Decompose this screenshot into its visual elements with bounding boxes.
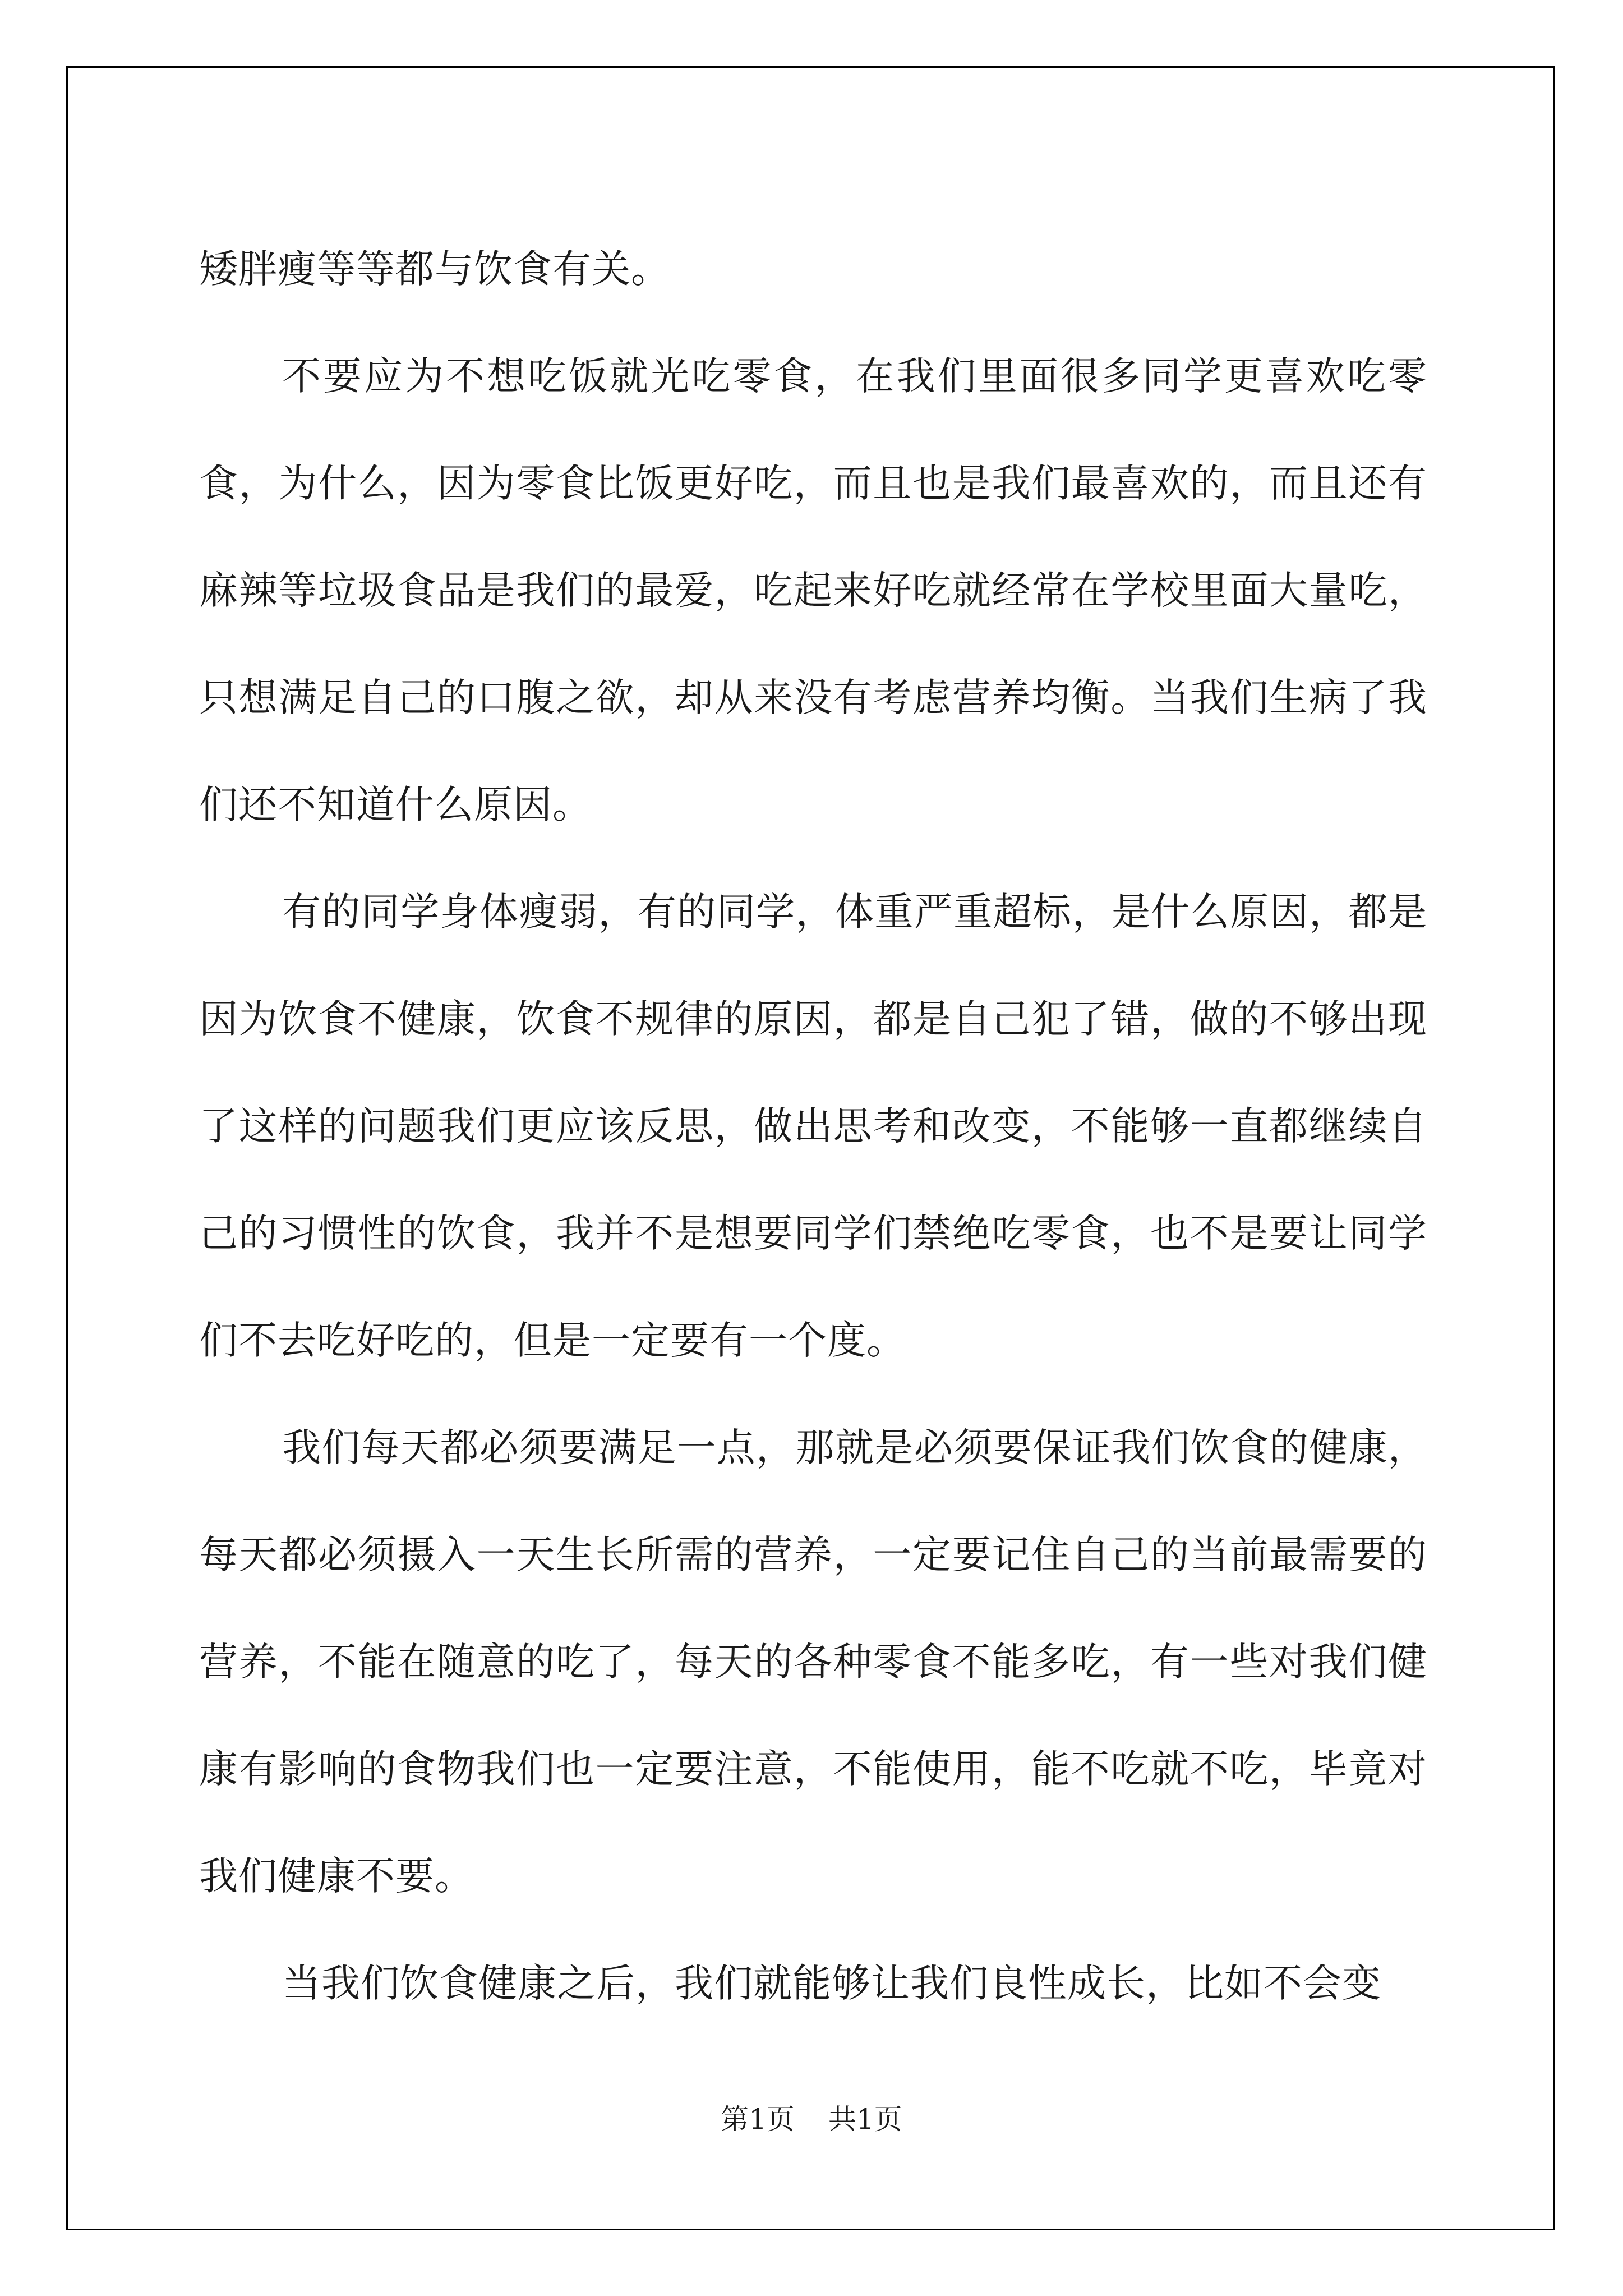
page-number-total: 共1页 — [828, 2103, 902, 2136]
paragraph-5: 当我们饮食健康之后，我们就能够让我们良性成长，比如不会变 — [282, 1961, 1381, 2006]
paragraph-2: 不要应为不想吃饭就光吃零食，在我们里面很多同学更喜欢吃零食，为什么，因为零食比饭更好吃，而且也是我们最喜欢的，而且还有麻辣等垃圾食品是我们的最爱，吃起来好吃就经常在学校里面大量吃，只想满足自己的口腹之欲，却从来没有考虑营养均衡。当我们生病了我们还不知道什么原因。 — [199, 354, 1427, 827]
page-number-current: 第1页 — [721, 2103, 795, 2136]
document-body — [199, 216, 1427, 2037]
paragraph-1: 矮胖瘦等等都与饮食有关。 — [199, 247, 670, 292]
paragraph-4: 我们每天都必须要满足一点，那就是必须要保证我们饮食的健康，每天都必须摄入一天生长所需的营养，一定要记住自己的当前最需要的营养，不能在随意的吃了，每天的各种零食不能多吃，有一些对我们健康有影响的食物我们也一定要注意，不能使用，能不吃就不吃，毕竟对我们健康不要。 — [199, 1425, 1427, 1899]
page-footer — [0, 2097, 1623, 2137]
paragraph-3: 有的同学身体瘦弱，有的同学，体重严重超标，是什么原因，都是因为饮食不健康，饮食不规律的原因，都是自己犯了错，做的不够出现了这样的问题我们更应该反思，做出思考和改变，不能够一直都继续自己的习惯性的饮食，我并不是想要同学们禁绝吃零食，也不是要让同学们不去吃好吃的，但是一定要有一个度。 — [199, 890, 1427, 1363]
